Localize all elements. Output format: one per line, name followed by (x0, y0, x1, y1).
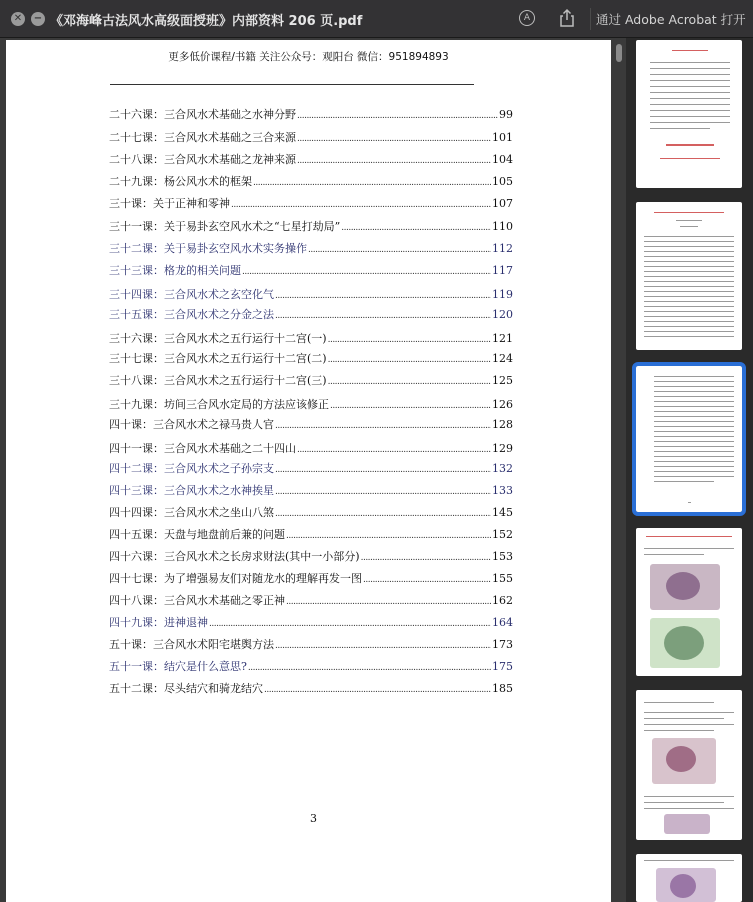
toc-entry[interactable] (109, 372, 513, 388)
thumbnail-page-6[interactable] (636, 854, 742, 902)
toc-entry-page: 105 (492, 175, 513, 188)
thumbnail-page-4[interactable] (636, 528, 742, 676)
toc-entry-title: 三十一课：关于易卦玄空风水术之“七星打劫局” (109, 220, 341, 233)
toc-entry-title: 四十一课：三合风水术基础之二十四山 (109, 442, 296, 455)
toc-entry-title: 三十三课：格龙的相关问题 (109, 264, 241, 277)
toc-entry-page: 99 (499, 108, 513, 121)
toc-entry-page: 145 (492, 506, 513, 519)
toc-entry-title: 二十七课：三合风水术基础之三合来源 (109, 131, 296, 144)
vertical-scrollbar[interactable] (614, 38, 624, 902)
toc-entry-page: 126 (492, 398, 513, 411)
toc-entry[interactable] (109, 286, 513, 302)
toc-leader-dots (297, 156, 491, 166)
toc-entry[interactable] (109, 129, 513, 145)
toc-entry-title: 二十八课：三合风水术基础之龙神来源 (109, 153, 296, 166)
toc-leader-dots (275, 487, 491, 497)
toc-entry-title: 四十课：三合风水术之禄马贵人官 (109, 418, 274, 431)
toc-leader-dots (275, 641, 491, 651)
toc-entry-page: 164 (492, 616, 513, 629)
toc-entry[interactable] (109, 330, 513, 346)
toc-leader-dots (264, 685, 491, 695)
toc-entry-title: 三十七课：三合风水术之五行运行十二宫(二) (109, 352, 327, 365)
toc-entry-page: 175 (492, 660, 513, 673)
toc-entry-page: 124 (492, 352, 513, 365)
toc-entry-page: 107 (492, 197, 513, 210)
toc-leader-dots (275, 421, 491, 431)
toc-leader-dots (275, 291, 491, 301)
toc-leader-dots (297, 111, 498, 121)
toc-entry-title: 四十六课：三合风水术之长房求财法(其中一小部分) (109, 550, 360, 563)
toc-entry-page: 104 (492, 153, 513, 166)
toc-entry-page: 120 (492, 308, 513, 321)
toc-entry-page: 162 (492, 594, 513, 607)
close-icon: ✕ (13, 13, 23, 24)
thumbnail-page-1[interactable] (636, 40, 742, 188)
toc-leader-dots (253, 178, 491, 188)
thumbnail-page-3[interactable] (636, 366, 742, 512)
toc-entry-page: 133 (492, 484, 513, 497)
toc-entry[interactable] (109, 460, 513, 476)
toc-entry-page: 132 (492, 462, 513, 475)
page-number: 3 (310, 812, 317, 825)
toc-leader-dots (330, 401, 491, 411)
toc-entry-title: 二十九课：杨公风水术的框架 (109, 175, 252, 188)
header-divider (110, 84, 474, 85)
close-button[interactable] (11, 12, 25, 26)
toc-entry[interactable] (109, 504, 513, 520)
toc-entry-page: 185 (492, 682, 513, 695)
toc-entry-page: 152 (492, 528, 513, 541)
page-header: 更多低价课程/书籍 关注公众号：观阳台 微信：951894893 (168, 51, 449, 63)
toc-entry[interactable] (109, 570, 513, 586)
toc-entry[interactable] (109, 350, 513, 366)
toc-entry-title: 四十五课：天盘与地盘前后兼的问题 (109, 528, 285, 541)
toc-entry-title: 四十四课：三合风水术之坐山八煞 (109, 506, 274, 519)
toc-leader-dots (286, 531, 491, 541)
toc-entry-page: 173 (492, 638, 513, 651)
toc-entry-page: 128 (492, 418, 513, 431)
minus-icon: − (33, 13, 43, 24)
toc-leader-dots (341, 223, 491, 233)
toc-entry-title: 五十二课：尽头结穴和骑龙结穴 (109, 682, 263, 695)
markup-icon[interactable]: A (519, 10, 535, 26)
toc-leader-dots (297, 134, 491, 144)
toc-entry[interactable] (109, 262, 513, 278)
toc-leader-dots (275, 465, 491, 475)
toc-leader-dots (209, 619, 491, 629)
toc-entry-page: 155 (492, 572, 513, 585)
toc-leader-dots (328, 377, 491, 387)
pdf-page (6, 40, 611, 902)
toc-entry[interactable] (109, 440, 513, 456)
toc-leader-dots (275, 509, 491, 519)
toc-entry-page: 153 (492, 550, 513, 563)
window-title: 《邓海峰古法风水高级面授班》内部资料 206 页.pdf (50, 14, 363, 29)
toc-entry[interactable] (109, 306, 513, 322)
toc-entry[interactable] (109, 173, 513, 189)
toc-entry-page: 129 (492, 442, 513, 455)
thumbnail-page-5[interactable] (636, 690, 742, 840)
toc-leader-dots (297, 445, 491, 455)
toc-entry-title: 四十二课：三合风水术之子孙宗支 (109, 462, 274, 475)
toc-entry-title: 五十课：三合风水术阳宅堪舆方法 (109, 638, 274, 651)
toc-entry-title: 三十六课：三合风水术之五行运行十二宫(一) (109, 332, 327, 345)
toc-leader-dots (361, 553, 491, 563)
toc-entry[interactable] (109, 416, 513, 432)
toc-entry[interactable] (109, 592, 513, 608)
toc-entry-title: 三十五课：三合风水术之分金之法 (109, 308, 274, 321)
toc-entry-title: 五十一课：结穴是什么意思? (109, 660, 247, 673)
toc-entry-title: 四十八课：三合风水术基础之零正神 (109, 594, 285, 607)
toc-entry-title: 四十三课：三合风水术之水神挨星 (109, 484, 274, 497)
toc-entry[interactable] (109, 658, 513, 674)
toc-entry[interactable] (109, 548, 513, 564)
toc-entry-title: 三十四课：三合风水术之玄空化气 (109, 288, 274, 301)
toc-leader-dots (231, 200, 491, 210)
toc-entry-page: 101 (492, 131, 513, 144)
toc-entry[interactable] (109, 680, 513, 696)
toc-entry-title: 二十六课：三合风水术基础之水神分野 (109, 108, 296, 121)
thumbnail-sidebar (626, 38, 753, 902)
toc-entry-title: 三十二课：关于易卦玄空风水术实务操作 (109, 242, 307, 255)
toc-entry[interactable] (109, 195, 513, 211)
toc-entry-page: 110 (492, 220, 513, 233)
toc-entry[interactable] (109, 526, 513, 542)
toc-entry[interactable] (109, 218, 513, 234)
toc-entry-title: 三十八课：三合风水术之五行运行十二宫(三) (109, 374, 327, 387)
open-in-acrobat-button[interactable]: 通过 Adobe Acrobat 打开 (590, 8, 750, 30)
title-bar (0, 0, 753, 38)
toc-leader-dots (275, 311, 491, 321)
toc-entry[interactable] (109, 151, 513, 167)
toc-leader-dots (328, 335, 491, 345)
toc-leader-dots (308, 245, 491, 255)
toc-leader-dots (248, 663, 491, 673)
toc-leader-dots (328, 355, 491, 365)
share-icon[interactable] (558, 8, 576, 28)
toc-entry-title: 三十课：关于正神和零神 (109, 197, 230, 210)
toc-entry[interactable] (109, 106, 513, 122)
toc-entry-page: 125 (492, 374, 513, 387)
toc-entry-page: 112 (492, 242, 513, 255)
toc-entry[interactable] (109, 636, 513, 652)
toc-entry-title: 四十九课：进神退神 (109, 616, 208, 629)
toc-entry[interactable] (109, 396, 513, 412)
toc-entry[interactable] (109, 614, 513, 630)
thumbnail-page-2[interactable] (636, 202, 742, 350)
toc-leader-dots (286, 597, 491, 607)
toc-entry[interactable] (109, 240, 513, 256)
toc-leader-dots (363, 575, 491, 585)
scroll-thumb[interactable] (616, 44, 622, 62)
toc-entry-title: 四十七课：为了增强易友们对随龙水的理解再发一图 (109, 572, 362, 585)
toc-entry-page: 121 (492, 332, 513, 345)
toc-entry-page: 119 (492, 288, 513, 301)
toc-entry-title: 三十九课：坊间三合风水定局的方法应该修正 (109, 398, 329, 411)
toc-entry[interactable] (109, 482, 513, 498)
minimize-button[interactable] (31, 12, 45, 26)
toc-entry-page: 117 (492, 264, 513, 277)
document-area[interactable] (0, 38, 626, 902)
toc-leader-dots (242, 267, 491, 277)
